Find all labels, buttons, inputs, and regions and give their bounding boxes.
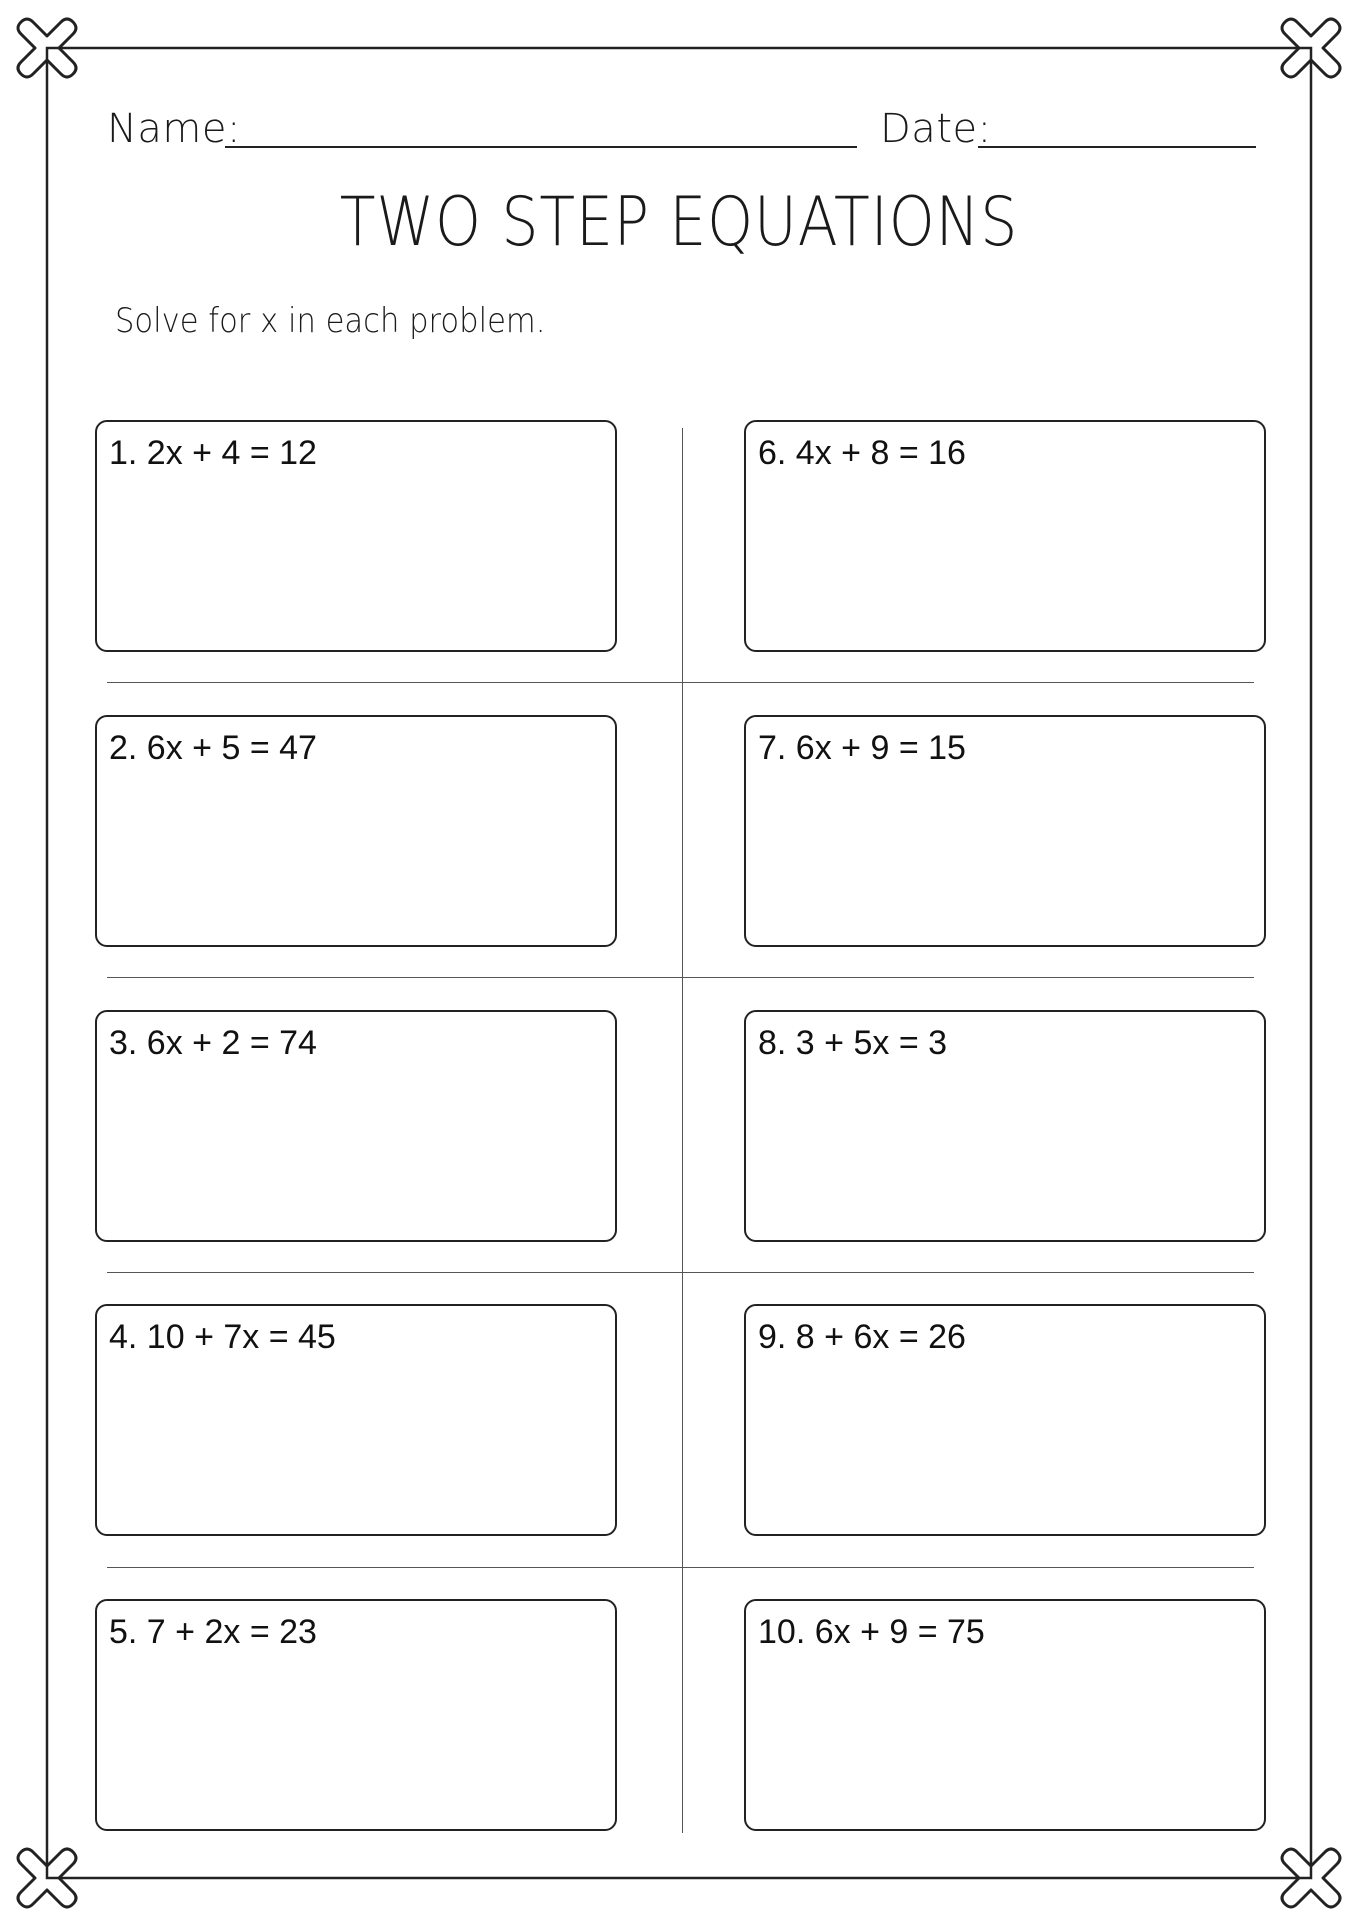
- problem-text: 3. 6x + 2 = 74: [109, 1024, 317, 1062]
- problem-text: 2. 6x + 5 = 47: [109, 729, 317, 767]
- problem-text: 5. 7 + 2x = 23: [109, 1613, 317, 1651]
- problem-text: 10. 6x + 9 = 75: [758, 1613, 985, 1651]
- problem-box-8[interactable]: [744, 1010, 1266, 1242]
- name-label: Name:: [107, 106, 241, 152]
- problem-text: 6. 4x + 8 = 16: [758, 434, 966, 472]
- problem-text: 7. 6x + 9 = 15: [758, 729, 966, 767]
- problem-text: 9. 8 + 6x = 26: [758, 1318, 966, 1356]
- row-divider: [107, 977, 1254, 978]
- problem-box-5[interactable]: [95, 1599, 617, 1831]
- instructions: Solve for x in each problem.: [115, 301, 546, 341]
- problem-text: 1. 2x + 4 = 12: [109, 434, 317, 472]
- problem-box-7[interactable]: [744, 715, 1266, 947]
- date-label: Date:: [880, 106, 992, 152]
- problem-box-9[interactable]: [744, 1304, 1266, 1536]
- problem-text: 8. 3 + 5x = 3: [758, 1024, 948, 1062]
- row-divider: [107, 1272, 1254, 1273]
- row-divider: [107, 1567, 1254, 1568]
- page-title: TWO STEP EQUATIONS: [339, 183, 1019, 262]
- problem-box-2[interactable]: [95, 715, 617, 947]
- problem-box-1[interactable]: [95, 420, 617, 652]
- problem-text: 4. 10 + 7x = 45: [109, 1318, 336, 1356]
- problem-box-3[interactable]: [95, 1010, 617, 1242]
- row-divider: [107, 682, 1254, 683]
- date-field-line[interactable]: [978, 146, 1256, 148]
- name-field-line[interactable]: [225, 146, 857, 148]
- problem-box-4[interactable]: [95, 1304, 617, 1536]
- column-divider: [682, 428, 683, 1833]
- problem-box-6[interactable]: [744, 420, 1266, 652]
- problem-box-10[interactable]: [744, 1599, 1266, 1831]
